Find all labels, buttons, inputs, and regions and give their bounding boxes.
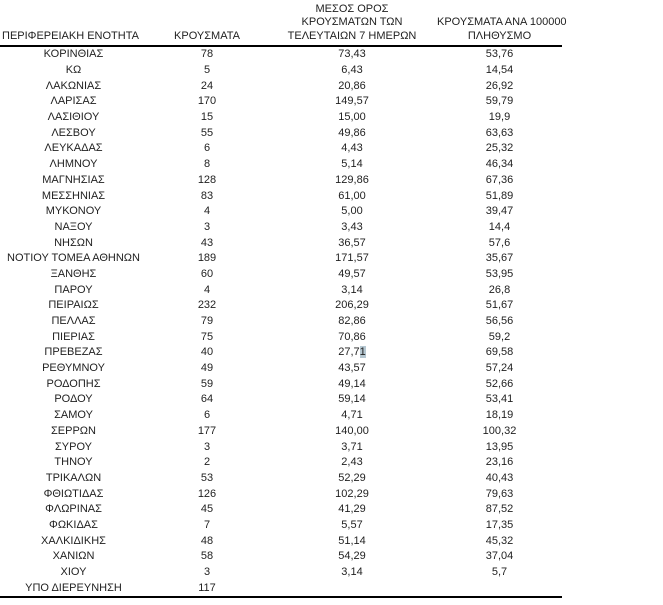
cell-region: ΠΙΕΡΙΑΣ xyxy=(52,330,95,343)
cell-region: ΡΟΔΟΠΗΣ xyxy=(46,377,101,390)
cell-per100k: 40,43 xyxy=(485,471,514,484)
cell-per100k: 26,8 xyxy=(488,283,511,296)
table-row xyxy=(0,376,562,392)
table-row xyxy=(0,298,562,314)
cell-avg7: 4,71 xyxy=(341,409,363,422)
table-row xyxy=(0,439,562,455)
cell-cases: 79 xyxy=(200,315,214,328)
cell-per100k: 18,19 xyxy=(485,409,514,422)
cell-cases: 117 xyxy=(198,581,216,594)
table-row xyxy=(0,580,562,596)
table-row xyxy=(0,110,562,126)
cell-region: ΝΟΤΙΟΥ ΤΟΜΕΑ ΑΘΗΝΩΝ xyxy=(7,252,140,265)
cell-region: ΠΕΙΡΑΙΩΣ xyxy=(48,299,99,312)
cell-per100k: 37,04 xyxy=(485,550,514,563)
cell-cases: 128 xyxy=(197,173,217,186)
cell-cases: 45 xyxy=(200,503,214,516)
cell-region: ΛΑΣΙΘΙΟΥ xyxy=(47,111,100,124)
cell-per100k: 5,7 xyxy=(491,566,508,579)
table-row xyxy=(0,471,562,487)
cell-cases: 78 xyxy=(200,48,214,61)
cell-cases: 6 xyxy=(203,142,211,155)
cell-cases: 170 xyxy=(197,95,217,108)
table-row xyxy=(0,125,562,141)
cell-cases: 189 xyxy=(197,252,217,265)
cell-region: ΜΥΚΟΝΟΥ xyxy=(45,205,102,218)
cell-cases: 53 xyxy=(200,471,214,484)
cell-avg7: 5,00 xyxy=(341,205,363,218)
cell-avg7: 73,43 xyxy=(338,48,366,61)
table-row xyxy=(0,565,562,581)
column-header-region: ΠΕΡΙΦΕΡΕΙΑΚΗ ΕΝΟΤΗΤΑ xyxy=(2,29,139,42)
cell-avg7: 5,14 xyxy=(341,158,363,171)
cell-avg7: 49,57 xyxy=(338,267,366,280)
cell-avg7: 2,43 xyxy=(341,456,363,469)
cell-per100k: 59,79 xyxy=(485,95,514,108)
cell-avg7: 36,57 xyxy=(338,236,366,249)
column-header-per100k-line: ΚΡΟΥΣΜΑΤΑ ΑΝΑ 100000 xyxy=(437,16,567,28)
cell-region: ΦΛΩΡΙΝΑΣ xyxy=(45,503,102,516)
cell-cases: 3 xyxy=(203,566,211,579)
cell-region: ΦΩΚΙΔΑΣ xyxy=(49,518,98,531)
table-row xyxy=(0,267,562,283)
cell-region: ΤΗΝΟΥ xyxy=(54,456,93,469)
cell-per100k: 14,4 xyxy=(488,220,511,233)
column-header-avg7-line: ΜΕΣΟΣ ΟΡΟΣ xyxy=(315,2,389,15)
cell-per100k: 53,95 xyxy=(485,267,514,280)
cell-cases: 7 xyxy=(203,518,211,531)
cell-cases: 75 xyxy=(200,330,214,343)
table-row xyxy=(0,533,562,549)
cell-avg7: 5,57 xyxy=(341,518,363,531)
cell-avg7: 70,86 xyxy=(338,330,366,343)
cell-region: ΡΕΘΥΜΝΟΥ xyxy=(42,362,105,375)
cell-per100k: 14,54 xyxy=(485,64,514,77)
cell-cases: 126 xyxy=(197,487,217,500)
cell-cases: 64 xyxy=(200,393,214,406)
cell-region: ΤΡΙΚΑΛΩΝ xyxy=(45,471,102,484)
table-body xyxy=(0,47,562,598)
cell-per100k: 46,34 xyxy=(485,158,514,171)
cell-per100k: 67,36 xyxy=(485,173,514,186)
cell-region: ΧΑΛΚΙΔΙΚΗΣ xyxy=(41,534,106,547)
cell-region: ΠΡΕΒΕΖΑΣ xyxy=(44,346,103,359)
column-header-per100k xyxy=(437,16,567,43)
cell-avg7: 3,43 xyxy=(341,220,363,233)
cell-region: ΞΑΝΘΗΣ xyxy=(50,267,97,280)
cell-per100k: 25,32 xyxy=(485,142,514,155)
cell-avg7: 3,14 xyxy=(341,566,363,579)
cell-cases: 4 xyxy=(203,283,211,296)
cell-per100k: 51,67 xyxy=(485,299,514,312)
cell-cases: 2 xyxy=(203,456,211,469)
cell-region: ΣΕΡΡΩΝ xyxy=(51,424,96,437)
cell-avg7: 51,14 xyxy=(338,534,366,547)
cell-per100k: 23,16 xyxy=(485,456,514,469)
cell-region: ΠΕΛΛΑΣ xyxy=(51,315,96,328)
cell-region: ΠΑΡΟΥ xyxy=(54,283,93,296)
column-header-avg7-line: ΤΕΛΕΥΤΑΙΩΝ 7 ΗΜΕΡΩΝ xyxy=(287,29,417,42)
cell-cases: 43 xyxy=(200,236,214,249)
cell-per100k: 53,76 xyxy=(485,48,514,61)
cell-avg7: 140,00 xyxy=(335,424,369,437)
cell-per100k: 87,52 xyxy=(485,503,514,516)
table-row xyxy=(0,486,562,502)
table-row xyxy=(0,392,562,408)
cell-region: ΣΑΜΟΥ xyxy=(54,409,93,422)
cell-per100k: 57,6 xyxy=(488,236,511,249)
cell-region: ΣΥΡΟΥ xyxy=(54,440,92,453)
cell-cases: 15 xyxy=(200,111,214,124)
cell-region: ΚΟΡΙΝΘΙΑΣ xyxy=(43,48,104,61)
cell-cases: 49 xyxy=(200,362,214,375)
table-row xyxy=(0,408,562,424)
cell-region: ΧΙΟΥ xyxy=(60,566,87,579)
cell-avg7: 59,14 xyxy=(338,393,366,406)
cell-avg7: 171,57 xyxy=(335,252,369,265)
cell-avg7: 61,00 xyxy=(338,189,366,202)
cell-avg7: 52,29 xyxy=(338,471,366,484)
cell-cases: 60 xyxy=(200,267,214,280)
table-header xyxy=(0,1,567,47)
cell-avg7: 3,71 xyxy=(341,440,363,453)
table-row xyxy=(0,329,562,345)
cell-region: ΛΕΥΚΑΔΑΣ xyxy=(44,142,103,155)
cell-region: ΜΕΣΣΗΝΙΑΣ xyxy=(41,189,106,202)
table-row xyxy=(0,63,562,79)
table-row xyxy=(0,361,562,377)
column-header-avg7-line: ΚΡΟΥΣΜΑΤΩΝ ΤΩΝ xyxy=(301,16,403,28)
table-row xyxy=(0,282,562,298)
table-row xyxy=(0,157,562,173)
cell-region: ΛΑΚΩΝΙΑΣ xyxy=(45,79,102,92)
cell-per100k: 63,63 xyxy=(485,126,514,139)
cell-avg7: 6,43 xyxy=(341,64,363,77)
cell-per100k: 100,32 xyxy=(482,424,517,437)
column-header-cases: ΚΡΟΥΣΜΑΤΑ xyxy=(174,29,240,42)
cell-per100k: 59,2 xyxy=(488,330,511,343)
cell-cases: 24 xyxy=(200,79,214,92)
cell-cases: 48 xyxy=(200,534,214,547)
cell-cases: 40 xyxy=(200,346,214,359)
cell-avg7: 27,71 xyxy=(338,346,366,359)
table-row xyxy=(0,502,562,518)
cell-avg7: 54,29 xyxy=(338,550,366,563)
cell-region: ΦΘΙΩΤΙΔΑΣ xyxy=(43,487,104,500)
cell-per100k: 39,47 xyxy=(485,205,514,218)
cell-region: ΛΗΜΝΟΥ xyxy=(49,158,98,171)
table-row xyxy=(0,455,562,471)
cell-region: ΚΩ xyxy=(65,64,82,77)
cell-per100k: 19,9 xyxy=(488,111,511,124)
cell-avg7: 49,14 xyxy=(338,377,366,390)
table-row xyxy=(0,47,562,63)
table-row xyxy=(0,141,562,157)
cell-region: ΛΕΣΒΟΥ xyxy=(51,126,96,139)
cell-region: ΝΗΣΩΝ xyxy=(54,236,93,249)
cell-per100k: 57,24 xyxy=(485,362,514,375)
cell-avg7: 15,00 xyxy=(338,111,366,124)
table-row xyxy=(0,173,562,189)
cell-avg7: 3,14 xyxy=(341,283,363,296)
cell-per100k: 79,63 xyxy=(485,487,514,500)
cell-avg7: 102,29 xyxy=(335,487,369,500)
table-row xyxy=(0,78,562,94)
cell-region: ΛΑΡΙΣΑΣ xyxy=(50,95,97,108)
cell-cases: 3 xyxy=(203,440,211,453)
cell-avg7: 206,29 xyxy=(335,299,369,312)
table-row xyxy=(0,204,562,220)
cell-per100k: 13,95 xyxy=(485,440,514,453)
cell-per100k: 69,58 xyxy=(485,346,514,359)
cell-cases: 5 xyxy=(203,64,211,77)
cell-cases: 4 xyxy=(203,205,211,218)
table-row xyxy=(0,251,562,267)
cell-per100k: 17,35 xyxy=(485,518,514,531)
cell-cases: 8 xyxy=(203,158,211,171)
cell-avg7: 149,57 xyxy=(335,95,369,108)
cell-cases: 58 xyxy=(200,550,214,563)
table-row xyxy=(0,549,562,565)
cell-avg7: 4,43 xyxy=(341,142,363,155)
selection-highlight: 1 xyxy=(359,346,366,359)
cell-region: ΧΑΝΙΩΝ xyxy=(52,550,95,563)
cell-avg7: 43,57 xyxy=(338,362,366,375)
table-row xyxy=(0,235,562,251)
cell-per100k: 52,66 xyxy=(485,377,514,390)
cell-per100k: 35,67 xyxy=(485,252,514,265)
table-row xyxy=(0,345,562,361)
cell-cases: 6 xyxy=(203,409,211,422)
table-row xyxy=(0,424,562,440)
cell-per100k: 56,56 xyxy=(485,315,514,328)
cell-cases: 177 xyxy=(197,424,217,437)
column-header-per100k-line: ΠΛΗΘΥΣΜΟ xyxy=(467,29,532,42)
cell-region: ΡΟΔΟΥ xyxy=(54,393,93,406)
cell-per100k: 26,92 xyxy=(485,79,514,92)
column-header-avg7 xyxy=(267,3,437,44)
cell-avg7: 20,86 xyxy=(338,79,366,92)
cell-cases: 59 xyxy=(200,377,214,390)
cell-region: ΥΠΟ ΔΙΕΡΕΥΝΗΣΗ xyxy=(25,581,122,594)
cell-avg7: 82,86 xyxy=(338,315,366,328)
cell-avg7: 49,86 xyxy=(338,126,366,139)
cell-cases: 83 xyxy=(200,189,214,202)
table-row xyxy=(0,314,562,330)
cell-avg7: 41,29 xyxy=(338,503,366,516)
table-row xyxy=(0,518,562,534)
cell-avg7: 129,86 xyxy=(335,173,369,186)
cell-cases: 55 xyxy=(200,126,214,139)
table-row xyxy=(0,94,562,110)
cell-per100k: 53,41 xyxy=(485,393,514,406)
cell-region: ΜΑΓΝΗΣΙΑΣ xyxy=(42,173,105,186)
cell-cases: 232 xyxy=(197,299,217,312)
cell-region: ΝΑΞΟΥ xyxy=(54,220,93,233)
cell-per100k: 51,89 xyxy=(485,189,514,202)
table-row xyxy=(0,220,562,236)
table-row xyxy=(0,188,562,204)
cell-cases: 3 xyxy=(203,220,211,233)
cell-per100k: 45,32 xyxy=(485,534,514,547)
